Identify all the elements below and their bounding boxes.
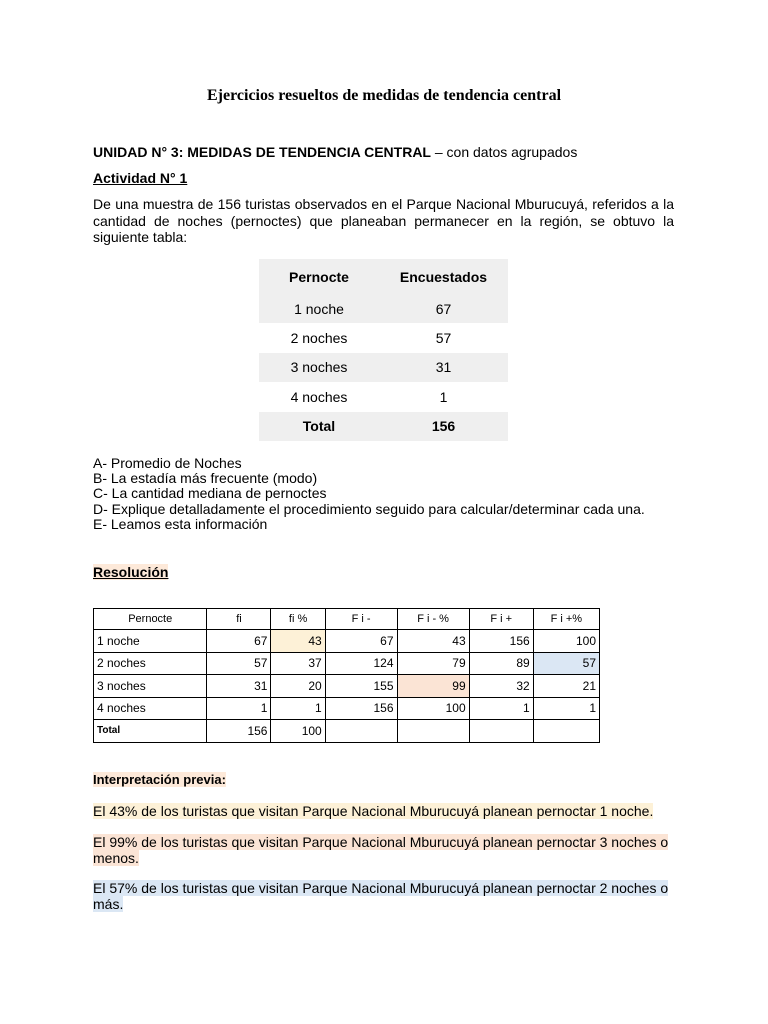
cell-fi-minus: 156 — [325, 697, 397, 720]
frequency-table-header — [259, 259, 508, 294]
distribution-table-header — [94, 609, 600, 630]
cell-fi-percent: 1 — [271, 697, 325, 720]
cell-encuestados: 67 — [435, 300, 452, 317]
interpretation-text: El 99% de los turistas que visitan Parque Nacional Mburucuyá planean pernoctar 3 noches o menos. — [93, 834, 669, 866]
cell-fi-percent: 20 — [271, 675, 325, 698]
cell-fi-plus-percent: 1 — [533, 697, 599, 720]
cell-fi-plus: 89 — [469, 652, 533, 675]
table-row — [94, 675, 600, 698]
question-item: B- La estadía más frecuente (modo) — [93, 470, 318, 487]
question-item: A- Promedio de Noches — [93, 455, 242, 471]
cell-fi: 1 — [207, 697, 271, 720]
header-cell: F i - — [325, 609, 397, 630]
interpretation-text: El 43% de los turistas que visitan Parque Nacional Mburucuyá planean pernoctar 1 noche. — [93, 803, 654, 819]
interpretation-text: El 57% de los turistas que visitan Parque Nacional Mburucuyá planean pernoctar 2 noches o más. — [93, 880, 669, 912]
cell-fi-plus-percent: 100 — [533, 630, 599, 653]
table-row — [259, 294, 508, 323]
distribution-table — [93, 608, 600, 743]
header-encuestados: Encuestados — [399, 268, 488, 285]
cell-fi-minus-percent-highlighted: 99 — [397, 675, 469, 698]
cell-encuestados: 57 — [435, 330, 452, 347]
question-item: D- Explique detalladamente el procedimiento seguido para calcular/determinar cada una. — [93, 500, 645, 517]
question-item: C- La cantidad mediana de pernoctes — [93, 485, 327, 502]
cell-fi-minus: 124 — [325, 652, 397, 675]
cell-fi-minus-percent: 100 — [397, 697, 469, 720]
cell-fi-plus: 32 — [469, 675, 533, 698]
question-item: E- Leamos esta información — [93, 515, 268, 532]
cell-pernocte: 1 noche — [294, 300, 344, 317]
cell-fi-percent-highlighted: 43 — [271, 630, 325, 653]
table-row — [94, 652, 600, 675]
cell-total-value: 156 — [431, 418, 456, 435]
question-list — [93, 456, 645, 532]
interpretation-paragraph-1 — [93, 803, 673, 819]
unit-heading-bold: UNIDAD N° 3: MEDIDAS DE TENDENCIA CENTRAL — [93, 144, 431, 160]
cell-fi-minus: 67 — [325, 630, 397, 653]
header-pernocte: Pernocte — [289, 268, 349, 285]
header-cell: F i +% — [533, 609, 599, 630]
header-cell: F i - % — [397, 609, 469, 630]
table-row — [94, 697, 600, 720]
cell-total-fi-percent: 100 — [271, 720, 325, 743]
cell-total-fi: 156 — [207, 720, 271, 743]
table-total-row — [259, 412, 508, 441]
cell-encuestados: 1 — [439, 388, 448, 405]
table-row — [259, 382, 508, 411]
header-cell: fi — [207, 609, 271, 630]
cell-fi-minus: 155 — [325, 675, 397, 698]
cell-empty — [325, 720, 397, 743]
table-total-row — [94, 720, 600, 743]
unit-heading-rest: – con datos agrupados — [430, 144, 578, 160]
cell-fi-plus-percent: 21 — [533, 675, 599, 698]
header-cell: Pernocte — [94, 609, 207, 630]
cell-pernocte: 3 noches — [290, 359, 348, 376]
unit-heading — [93, 144, 577, 160]
interpretation-paragraph-3 — [93, 880, 673, 912]
table-row — [94, 630, 600, 653]
cell-fi-percent: 37 — [271, 652, 325, 675]
document-title: Ejercicios resueltos de medidas de tendencia central — [206, 87, 562, 104]
cell-fi-plus-percent-highlighted: 57 — [533, 652, 599, 675]
header-cell: fi % — [271, 609, 325, 630]
cell-fi-plus: 156 — [469, 630, 533, 653]
cell-encuestados: 31 — [435, 359, 452, 376]
cell-total-label: Total — [302, 418, 336, 435]
cell-fi-minus-percent: 43 — [397, 630, 469, 653]
cell-empty — [469, 720, 533, 743]
cell-pernocte: 2 noches — [94, 652, 207, 675]
cell-empty — [397, 720, 469, 743]
cell-pernocte: 3 noches — [94, 675, 207, 698]
interpretation-heading: Interpretación previa: — [93, 772, 226, 787]
cell-fi-plus: 1 — [469, 697, 533, 720]
cell-pernocte: 1 noche — [94, 630, 207, 653]
cell-total-label: Total — [94, 720, 207, 743]
cell-empty — [533, 720, 599, 743]
header-cell: F i + — [469, 609, 533, 630]
cell-pernocte: 4 noches — [94, 697, 207, 720]
resolution-heading: Resolución — [93, 564, 169, 580]
cell-fi: 57 — [207, 652, 271, 675]
frequency-table — [259, 259, 508, 441]
cell-pernocte: 4 noches — [290, 388, 348, 405]
cell-fi: 31 — [207, 675, 271, 698]
cell-fi-minus-percent: 79 — [397, 652, 469, 675]
table-row — [259, 353, 508, 382]
activity-intro: De una muestra de 156 turistas observados en el Parque Nacional Mburucuyá, referidos a la cantidad de noches (pernoctes) que planeaban permanecer en la región, se obtuvo la siguiente tabla: — [93, 196, 674, 245]
cell-fi: 67 — [207, 630, 271, 653]
interpretation-paragraph-2 — [93, 834, 673, 866]
table-row — [259, 323, 508, 352]
cell-pernocte: 2 noches — [290, 330, 348, 347]
activity-title: Actividad N° 1 — [93, 170, 188, 186]
